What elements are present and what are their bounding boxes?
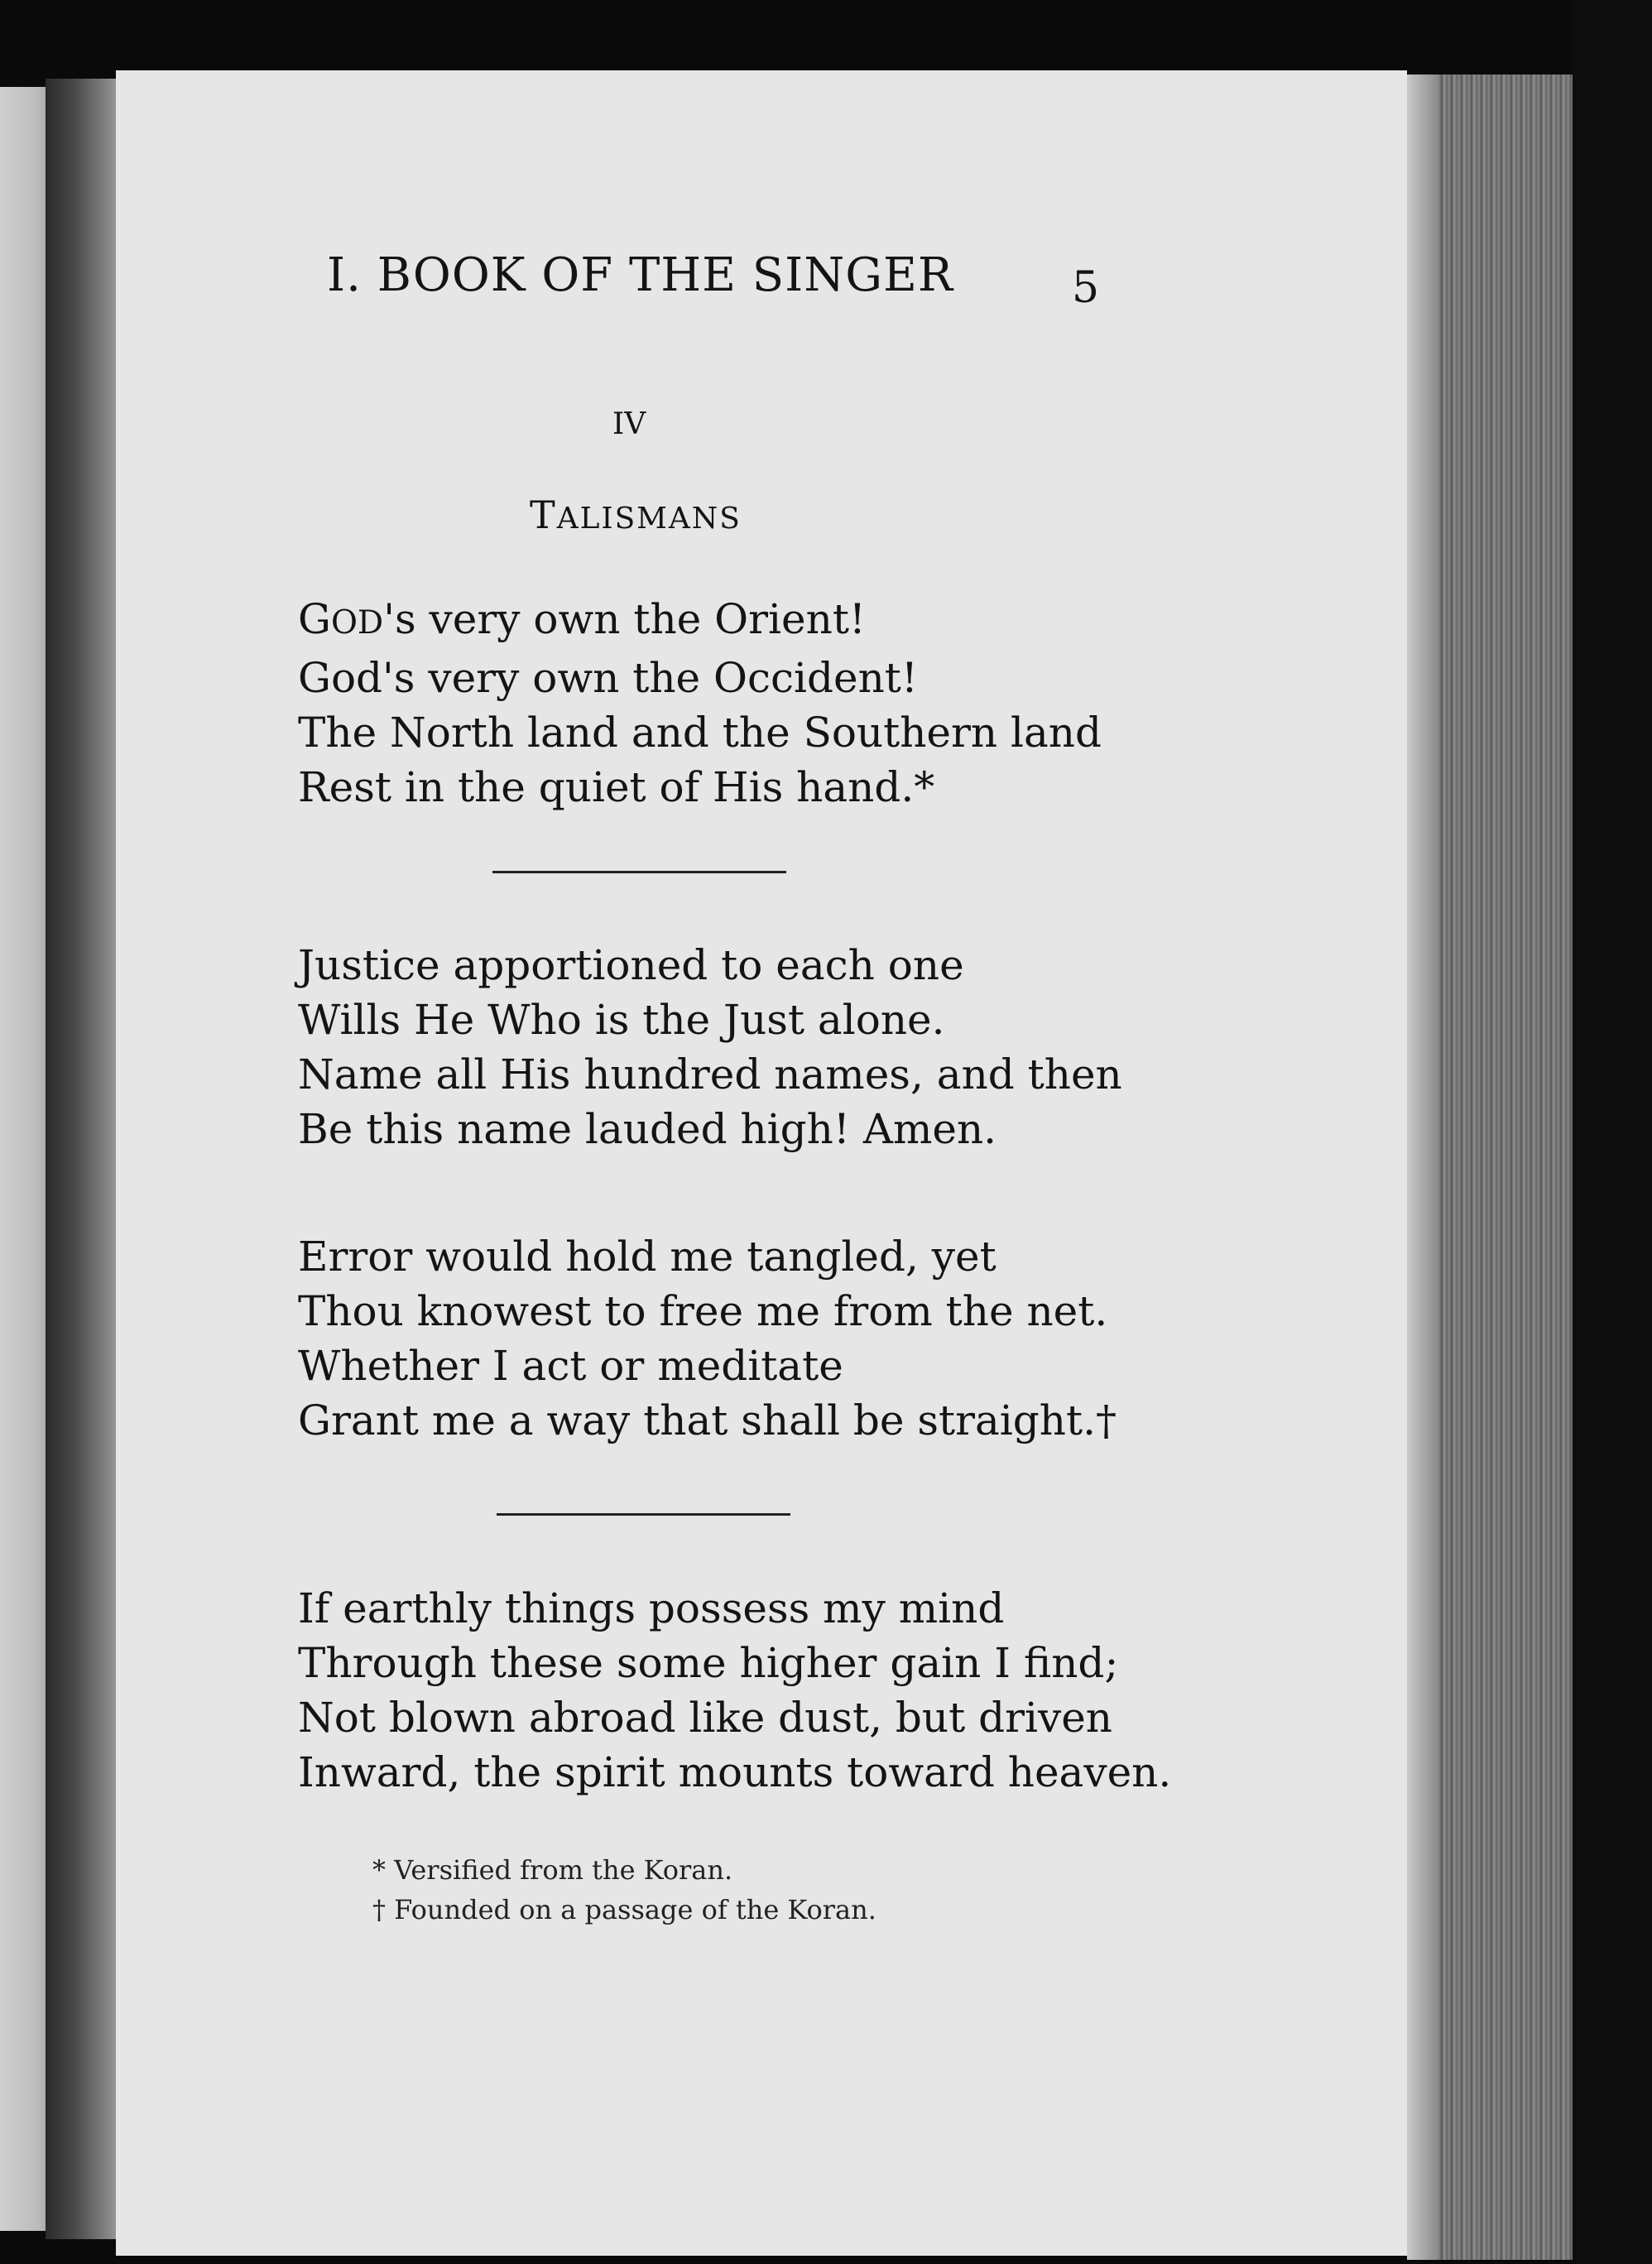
section-title-rest: ALISMANS xyxy=(556,502,742,536)
page-number: 5 xyxy=(1072,263,1100,313)
poem-line: Rest in the quiet of His hand.* xyxy=(298,763,935,811)
poem-line: God's very own the Occident! xyxy=(298,654,918,702)
poem-line: Not blown abroad like dust, but driven xyxy=(298,1694,1113,1742)
poem-line: Through these some higher gain I find; xyxy=(298,1639,1119,1687)
poem-line: Whether I act or meditate xyxy=(298,1342,843,1390)
line-text: 's very own the Orient! xyxy=(383,595,867,643)
page-edge-shadow xyxy=(1407,75,1438,2260)
footnotes xyxy=(372,1850,876,1930)
footnote: † Founded on a passage of the Koran. xyxy=(372,1894,876,1925)
poem-line: Inward, the spirit mounts toward heaven. xyxy=(298,1748,1172,1796)
stanza-2 xyxy=(298,938,1122,1156)
section-number: IV xyxy=(612,407,646,441)
stanza-1 xyxy=(298,592,1102,815)
section-divider xyxy=(497,1513,790,1516)
footnote: * Versified from the Koran. xyxy=(372,1854,733,1886)
stanza-4 xyxy=(298,1581,1171,1800)
section-divider xyxy=(492,871,786,873)
poem-line: Justice apportioned to each one xyxy=(298,941,964,989)
poem-line: Error would hold me tangled, yet xyxy=(298,1233,996,1281)
section-title xyxy=(530,493,742,537)
poem-line: Thou knowest to free me from the net. xyxy=(298,1287,1108,1335)
section-title-initial: T xyxy=(530,493,557,537)
smallcaps-rest: OD xyxy=(330,604,384,642)
poem-line: Wills He Who is the Just alone. xyxy=(298,996,945,1044)
smallcaps-initial: G xyxy=(298,595,331,643)
stanza-3 xyxy=(298,1229,1117,1448)
poem-line: If earthly things possess my mind xyxy=(298,1584,1005,1632)
poem-line: Grant me a way that shall be straight.† xyxy=(298,1396,1117,1444)
scan-background xyxy=(1573,0,1652,2264)
poem-line: Name all His hundred names, and then xyxy=(298,1050,1122,1098)
running-head: I. BOOK OF THE SINGER xyxy=(327,248,954,302)
poem-line xyxy=(298,592,1102,651)
poem-line: The North land and the Southern land xyxy=(298,709,1102,757)
poem-line: Be this name lauded high! Amen. xyxy=(298,1105,997,1153)
